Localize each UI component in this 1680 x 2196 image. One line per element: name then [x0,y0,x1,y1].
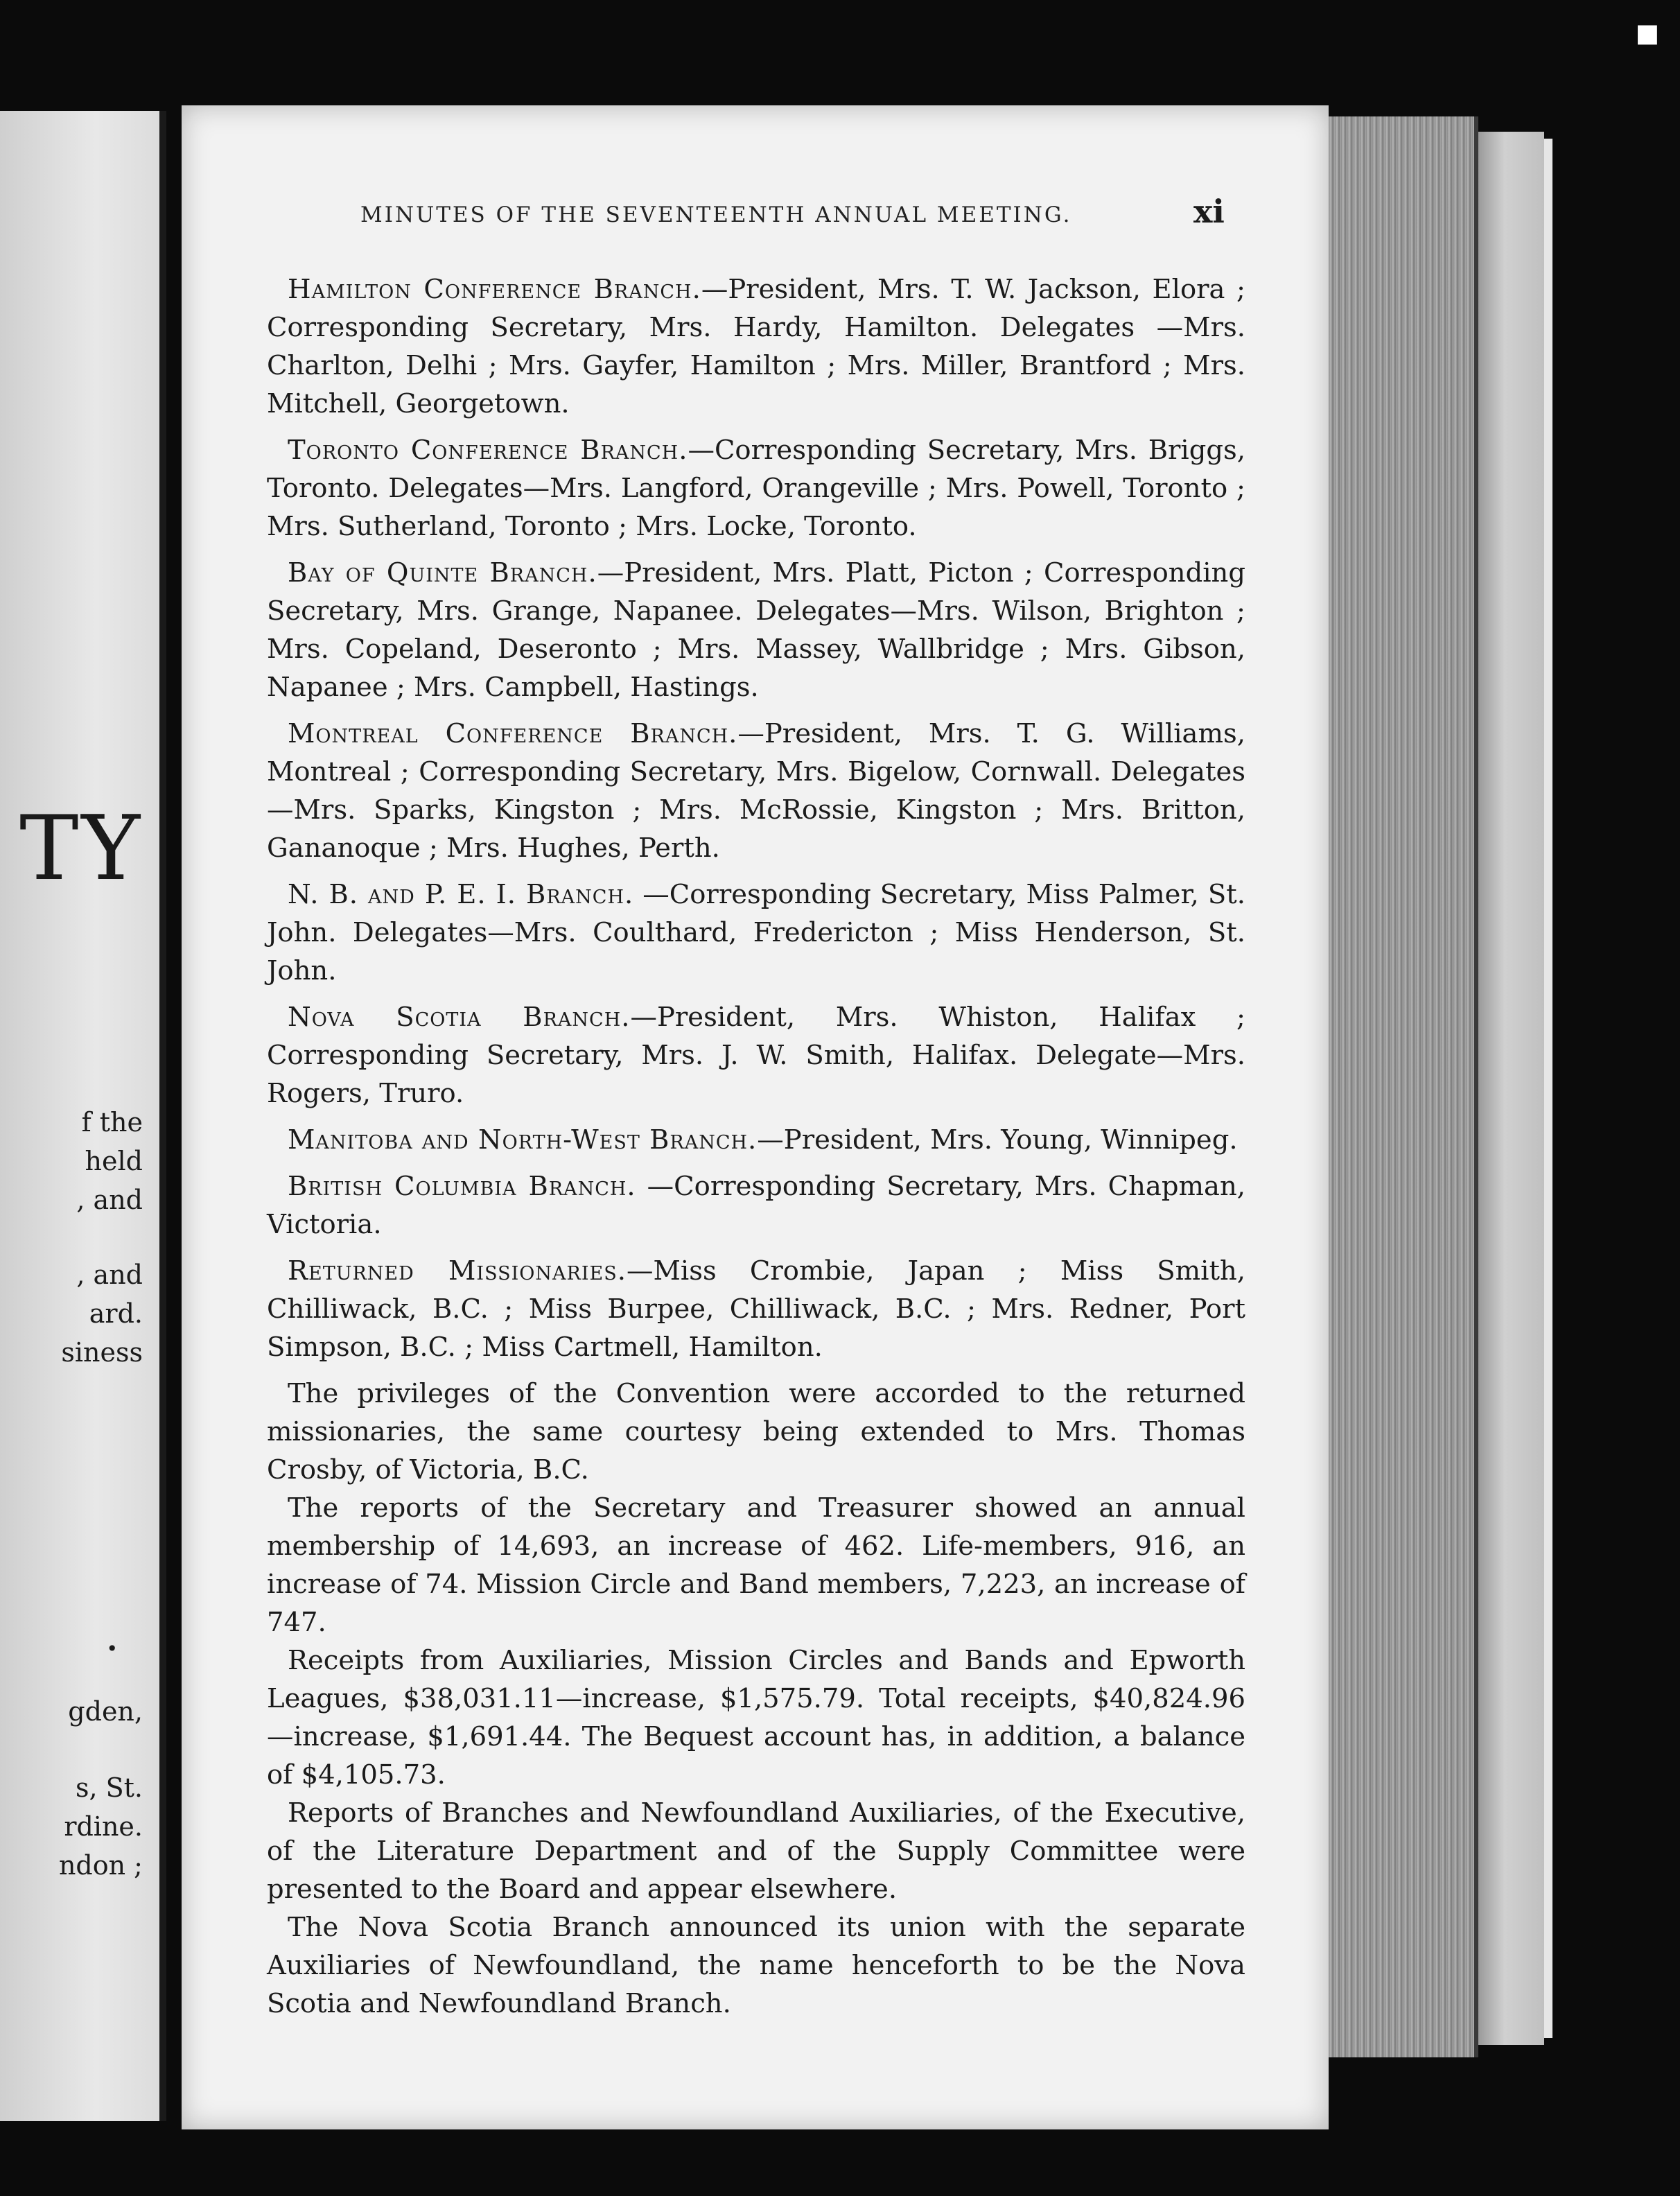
branch-entry [267,1121,1245,1159]
previous-page-fragment [0,111,166,2121]
minutes-paragraph: The privileges of the Convention were accorded to the returned missionaries, the same courtesy being extended to Mrs. Thomas Crosby, of Victoria, B.C. [267,1378,1245,1485]
branch-heading: Hamilton Conference Branch. [288,274,701,305]
minutes-paragraph: Reports of Branches and Newfoundland Auxiliaries, of the Executive, of the Literature Department and of the Supply Committee were presented to the Board and appear elsewhere. [267,1797,1245,1905]
page-number: xi [1193,193,1225,230]
left-page-line: , and [76,1185,143,1215]
branch-entry [267,431,1245,546]
running-head: MINUTES OF THE SEVENTEENTH ANNUAL MEETING. [360,202,1072,227]
left-page-line: ndon ; [58,1850,143,1881]
branch-heading: British Columbia Branch. [288,1171,636,1202]
branch-heading: Returned Missionaries. [288,1255,627,1287]
branch-heading: Toronto Conference Branch. [288,435,688,466]
left-page-line: siness [61,1337,143,1368]
branch-entry [267,554,1245,706]
branch-details: —Corresponding Secretary, Miss Palmer, St. John. Delegates—Mrs. Coulthard, Fredericton ; Miss Henderson, St. John. [267,879,1245,986]
book-cover-edge [1478,132,1544,2045]
branch-entry [267,998,1245,1113]
left-page-line: gden, [68,1696,143,1727]
branch-entry [267,875,1245,990]
branch-details: —Corresponding Secretary, Mrs. Chapman, Victoria. [267,1171,1245,1240]
branch-heading: Manitoba and North-West Branch. [288,1124,758,1156]
corner-square-icon: ▪ [1634,10,1661,55]
branch-heading: Bay of Quinte Branch. [288,557,597,589]
left-page-heading-fragment: TY [19,797,143,900]
left-page-line: , and [76,1260,143,1290]
left-page-line: s, St. [75,1772,143,1803]
left-page-line: rdine. [64,1811,143,1842]
left-page-line: ard. [89,1298,143,1329]
book-binding [1544,139,1552,2038]
branch-details: —President, Mrs. Platt, Picton ; Corresponding Secretary, Mrs. Grange, Napanee. Delegates—Mrs. Wilson, Brighton ; Mrs. Copeland, Deseronto ; Mrs. Massey, Wallbridge ; Mrs. Gibson, Napanee ; Mrs. Campbell, Hastings. [267,557,1245,703]
branch-details: —President, Mrs. T. G. Williams, Montreal ; Corresponding Secretary, Mrs. Bigelow, Cornwall. Delegates—Mrs. Sparks, Kingston ; Mrs. McRossie, Kingston ; Mrs. Britton, Gananoque ; Mrs. Hughes, Perth. [267,718,1245,864]
branch-entry [267,270,1245,423]
branch-details: —Corresponding Secretary, Mrs. Briggs, Toronto. Delegates—Mrs. Langford, Orangeville ; Mrs. Powell, Toronto ; Mrs. Sutherland, Toronto ; Mrs. Locke, Toronto. [267,435,1246,542]
branch-details: —Miss Crombie, Japan ; Miss Smith, Chilliwack, B.C. ; Miss Burpee, Chilliwack, B.C. ; Mrs. Redner, Port Simpson, B.C. ; Miss Cartmell, Hamilton. [267,1255,1245,1363]
left-page-line: held [85,1146,143,1176]
branch-details: —President, Mrs. Whiston, Halifax ; Corresponding Secretary, Mrs. J. W. Smith, Halifax. Delegate—Mrs. Rogers, Truro. [267,1002,1245,1109]
minutes-paragraph: Receipts from Auxiliaries, Mission Circles and Bands and Epworth Leagues, $38,031.11—increase, $1,575.79. Total receipts, $40,824.96 —increase, $1,691.44. The Bequest account has, in addition, a balance of $4,105.73. [267,1645,1245,1790]
branch-entry [267,715,1245,867]
branch-details: —President, Mrs. Young, Winnipeg. [757,1124,1238,1156]
page-stack-edge [1329,116,1478,2057]
minutes-paragraph: The Nova Scotia Branch announced its union with the separate Auxiliaries of Newfoundland, the name henceforth to be the Nova Scotia and Newfoundland Branch. [267,1912,1245,2019]
left-page-mark: • [106,1637,118,1660]
branch-entry [267,1167,1245,1244]
branch-details: —President, Mrs. T. W. Jackson, Elora ; Corresponding Secretary, Mrs. Hardy, Hamilton. Delegates —Mrs. Charlton, Delhi ; Mrs. Gayfer, Hamilton ; Mrs. Miller, Brantford ; Mrs. Mitchell, Georgetown. [267,274,1245,419]
left-page-line: f the [81,1107,143,1138]
minutes-paragraph: The reports of the Secretary and Treasurer showed an annual membership of 14,693, an increase of 462. Life-members, 916, an increase of 74. Mission Circle and Band members, 7,223, an increase of 747. [267,1492,1245,1638]
branch-heading: Nova Scotia Branch. [288,1002,631,1033]
page-body [267,270,1245,2023]
branch-heading: Montreal Conference Branch. [288,718,738,749]
branch-entry [267,1252,1245,1366]
branch-heading: N. B. and P. E. I. Branch. [288,879,634,910]
